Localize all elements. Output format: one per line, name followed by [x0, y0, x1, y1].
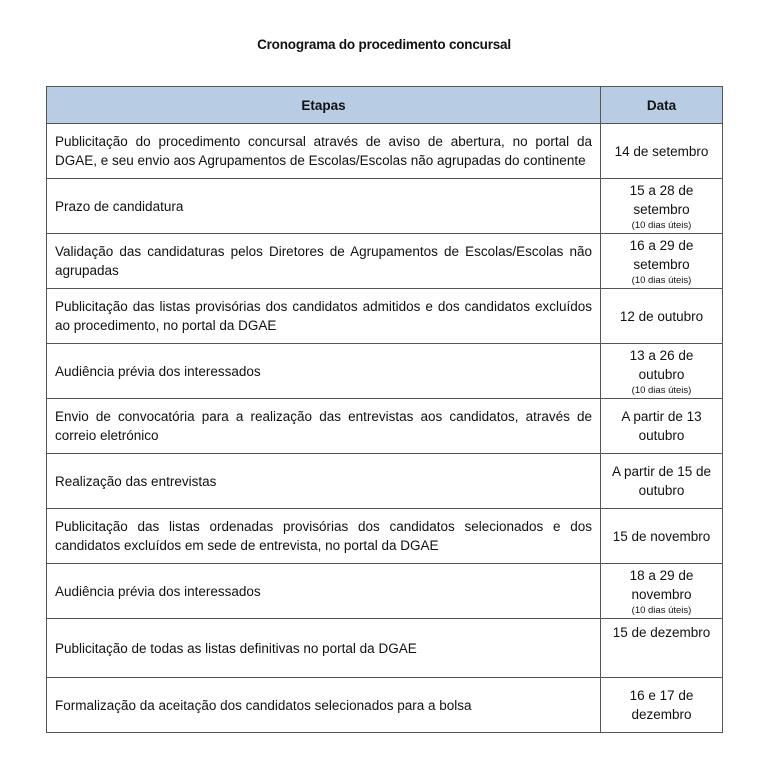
etapa-cell: Publicitação das listas provisórias dos candidatos admitidos e dos candidatos excluídos ao procedimento, no portal da DGAE [47, 289, 601, 344]
date-text: A partir de 15 de outubro [611, 464, 712, 498]
date-note: (10 dias úteis) [631, 384, 692, 396]
data-cell [601, 678, 723, 733]
table-row [47, 619, 723, 678]
data-cell [601, 179, 723, 234]
data-cell [601, 289, 723, 344]
date-text: 15 de novembro [612, 528, 711, 544]
data-cell [601, 124, 723, 179]
data-cell [601, 509, 723, 564]
column-header-etapas: Etapas [47, 87, 601, 124]
table-row [47, 509, 723, 564]
table-row [47, 564, 723, 619]
table-row [47, 124, 723, 179]
date-text: 18 a 29 de novembro [629, 567, 694, 602]
table-row [47, 454, 723, 509]
date-note: (10 dias úteis) [631, 274, 692, 286]
data-cell [601, 619, 723, 678]
etapa-cell: Formalização da aceitação dos candidatos selecionados para a bolsa [47, 678, 601, 733]
table-row [47, 234, 723, 289]
date-text: 14 de setembro [614, 143, 709, 159]
data-cell [601, 234, 723, 289]
etapa-cell: Publicitação do procedimento concursal através de aviso de abertura, no portal da DGAE, e seu envio aos Agrupamentos de Escolas/Escolas não agrupadas do continente [47, 124, 601, 179]
table-row [47, 399, 723, 454]
table-header-row [47, 87, 723, 124]
etapa-cell: Validação das candidaturas pelos Diretores de Agrupamentos de Escolas/Escolas não agrupadas [47, 234, 601, 289]
etapa-cell: Publicitação das listas ordenadas provisórias dos candidatos selecionados e dos candidatos excluídos em sede de entrevista, no portal da DGAE [47, 509, 601, 564]
data-cell [601, 454, 723, 509]
data-cell [601, 399, 723, 454]
date-text: 12 de outubro [619, 308, 704, 324]
data-cell [601, 564, 723, 619]
date-text: 15 de dezembro [612, 625, 711, 640]
document-title: Cronograma do procedimento concursal [257, 37, 511, 52]
date-text: 15 a 28 de setembro [629, 182, 694, 217]
schedule-table [46, 86, 723, 733]
table-row [47, 179, 723, 234]
date-text: 16 e 17 de dezembro [629, 688, 694, 722]
etapa-cell: Audiência prévia dos interessados [47, 344, 601, 399]
column-header-data: Data [601, 87, 723, 124]
table-row [47, 344, 723, 399]
table-row [47, 678, 723, 733]
etapa-cell: Audiência prévia dos interessados [47, 564, 601, 619]
etapa-cell: Prazo de candidatura [47, 179, 601, 234]
date-text: A partir de 13 outubro [621, 409, 702, 443]
table-row [47, 289, 723, 344]
date-note: (10 dias úteis) [631, 219, 692, 231]
etapa-cell: Realização das entrevistas [47, 454, 601, 509]
etapa-cell: Envio de convocatória para a realização das entrevistas aos candidatos, através de correio eletrónico [47, 399, 601, 454]
date-note: (10 dias úteis) [631, 604, 692, 616]
date-text: 16 a 29 de setembro [629, 237, 694, 272]
date-text: 13 a 26 de outubro [629, 347, 694, 382]
data-cell [601, 344, 723, 399]
etapa-cell: Publicitação de todas as listas definitivas no portal da DGAE [47, 619, 601, 678]
